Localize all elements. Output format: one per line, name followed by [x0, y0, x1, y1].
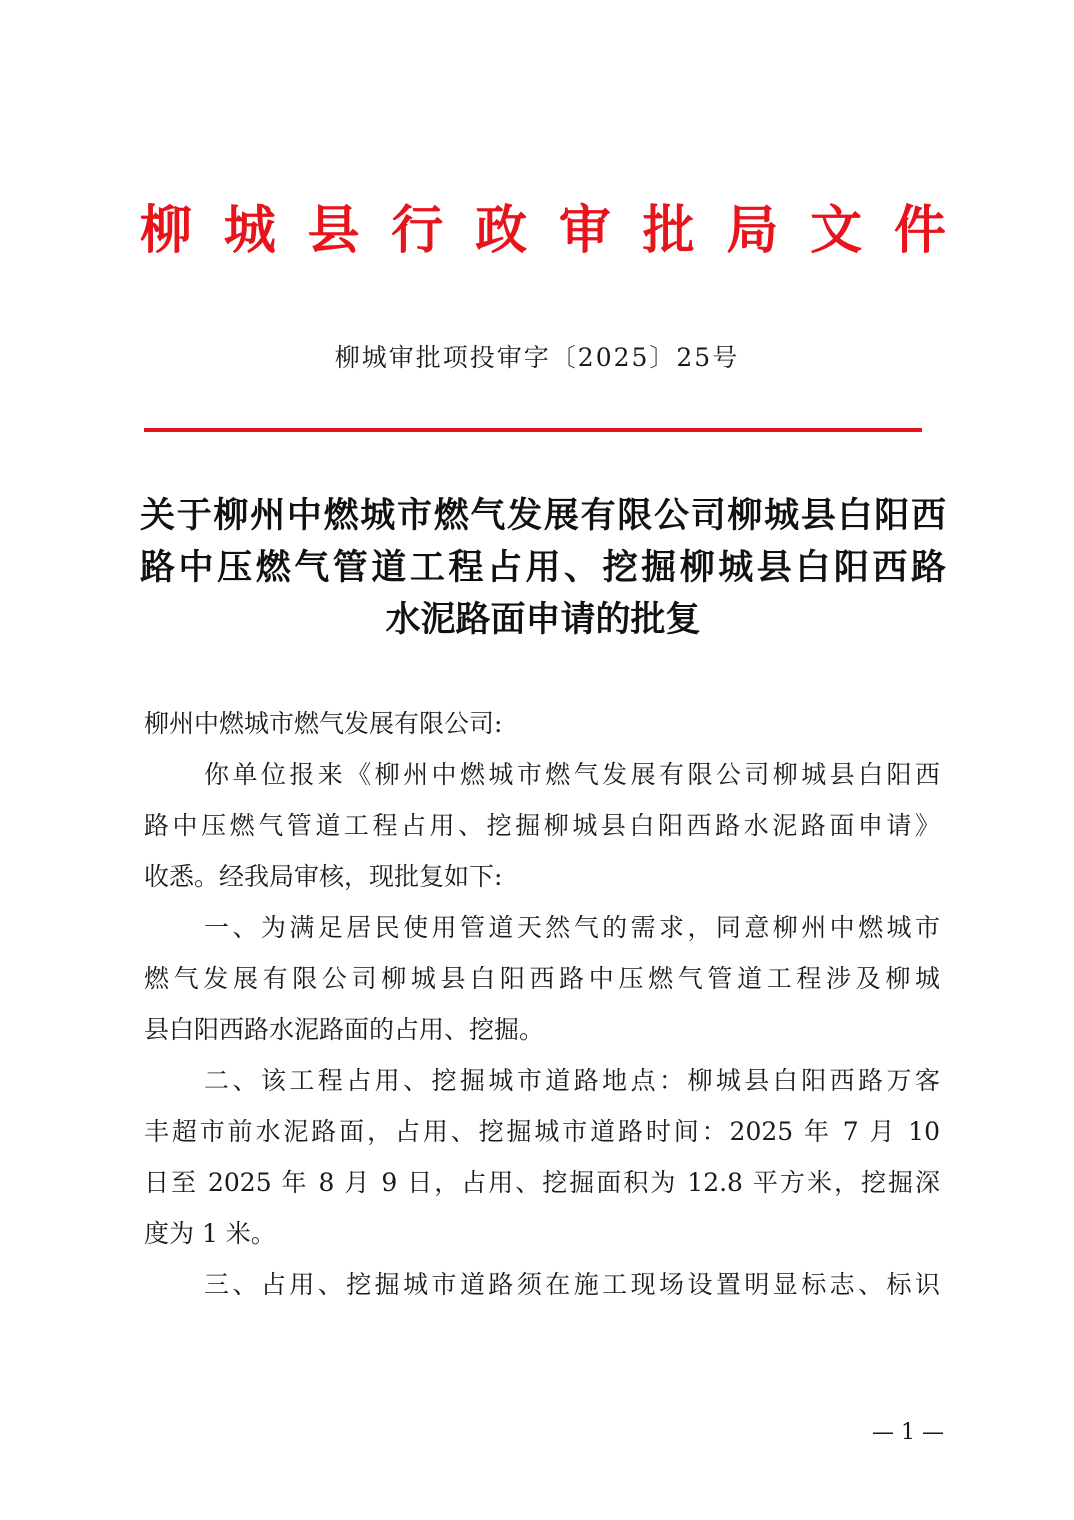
body-line: 日至 2025 年 8 月 9 日，占用、挖掘面积为 12.8 平方米，挖掘深	[144, 1168, 940, 1197]
body-line: 你单位报来《柳州中燃城市燃气发展有限公司柳城县白阳西	[204, 760, 940, 789]
document-body	[144, 698, 940, 1310]
body-line: 三、占用、挖掘城市道路须在施工现场设置明显标志、标识	[204, 1270, 940, 1299]
document-subject	[140, 490, 946, 646]
title-char: 文	[810, 201, 863, 261]
body-line: 燃气发展有限公司柳城县白阳西路中压燃气管道工程涉及柳城	[144, 964, 940, 993]
title-char: 局	[726, 201, 779, 261]
red-divider-line	[144, 428, 922, 432]
body-line: 收悉。经我局审核，现批复如下:	[144, 862, 503, 891]
title-char: 行	[391, 201, 444, 261]
subject-line: 水泥路面申请的批复	[385, 600, 701, 640]
title-char: 政	[475, 201, 528, 261]
title-char: 审	[558, 201, 611, 261]
title-char: 县	[307, 201, 360, 261]
title-char: 柳	[140, 201, 193, 261]
subject-line: 关于柳州中燃城市燃气发展有限公司柳城县白阳西	[140, 496, 946, 536]
subject-line: 路中压燃气管道工程占用、挖掘柳城县白阳西路	[140, 548, 946, 588]
body-line: 度为 1 米。	[144, 1219, 276, 1248]
body-line: 路中压燃气管道工程占用、挖掘柳城县白阳西路水泥路面申请》	[144, 811, 940, 840]
body-line: 县白阳西路水泥路面的占用、挖掘。	[144, 1015, 545, 1044]
title-char: 批	[642, 201, 695, 261]
issuing-authority-title	[140, 196, 946, 266]
body-line: 二、该工程占用、挖掘城市道路地点：柳城县白阳西路万客	[204, 1066, 940, 1095]
document-number: 柳城审批项投审字〔2025〕25号	[334, 343, 740, 372]
page-number: — 1 —	[872, 1420, 944, 1445]
title-char: 城	[223, 201, 276, 261]
body-line: 丰超市前水泥路面，占用、挖掘城市道路时间：2025 年 7 月 10	[144, 1117, 940, 1146]
addressee: 柳州中燃城市燃气发展有限公司:	[144, 709, 503, 738]
body-line: 一、为满足居民使用管道天然气的需求，同意柳州中燃城市	[204, 913, 940, 942]
title-char: 件	[893, 201, 946, 261]
